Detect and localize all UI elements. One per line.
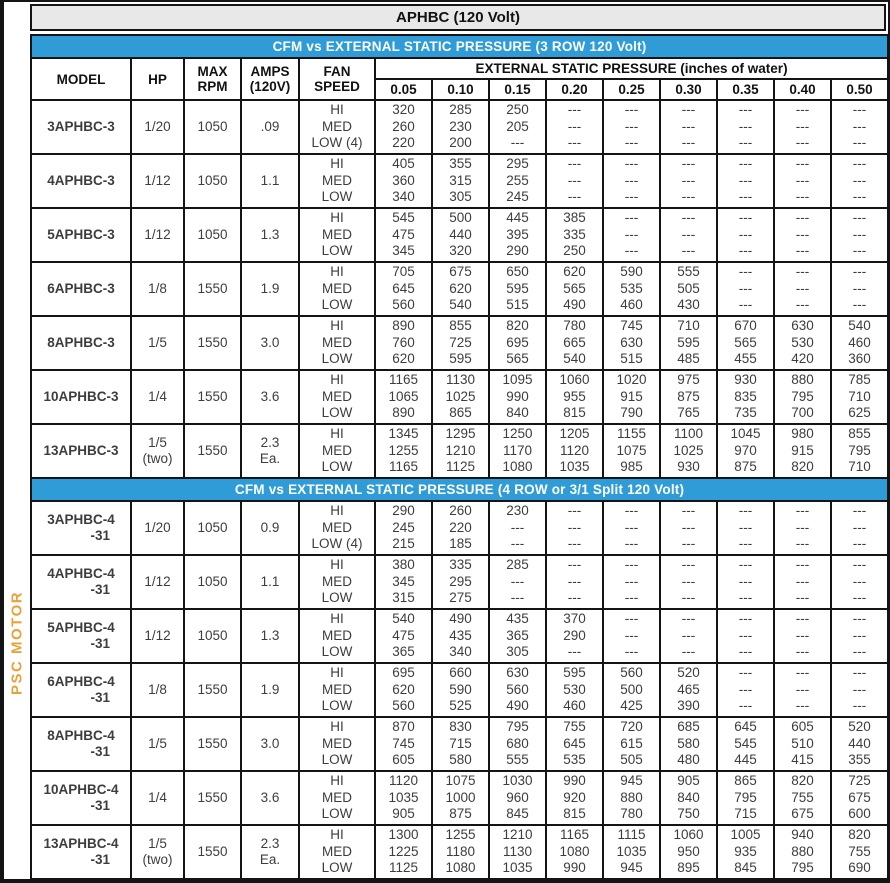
cfm-value-cell: 540 460 360 bbox=[831, 316, 888, 370]
cfm-value-cell: 940 880 795 bbox=[774, 825, 831, 879]
cfm-value-cell: 945 880 780 bbox=[603, 771, 660, 825]
cfm-value-cell: --- --- --- bbox=[717, 208, 774, 262]
model-cell: 10APHBC-3 bbox=[31, 370, 131, 424]
cfm-value-cell: 830 715 580 bbox=[432, 717, 489, 771]
cfm-value-cell: 1060 955 815 bbox=[546, 370, 603, 424]
hp-cell: 1/20 bbox=[131, 501, 184, 555]
max-rpm-cell: 1050 bbox=[184, 100, 241, 154]
cfm-value-cell: 520 440 355 bbox=[831, 717, 888, 771]
column-header-row bbox=[31, 58, 888, 79]
cfm-value-cell: --- --- --- bbox=[774, 501, 831, 555]
pressure-header: 0.20 bbox=[546, 79, 603, 100]
cfm-value-cell: 630 530 420 bbox=[774, 316, 831, 370]
cfm-value-cell: 855 795 710 bbox=[831, 424, 888, 478]
model-row bbox=[31, 100, 888, 154]
cfm-value-cell: 1295 1210 1125 bbox=[432, 424, 489, 478]
cfm-value-cell: 540 475 365 bbox=[375, 609, 432, 663]
cfm-value-cell: --- --- --- bbox=[546, 154, 603, 208]
cfm-value-cell: 555 505 430 bbox=[660, 262, 717, 316]
amps-cell: 3.0 bbox=[241, 316, 299, 370]
cfm-value-cell: --- --- --- bbox=[774, 100, 831, 154]
model-cell: 4APHBC-4 -31 bbox=[31, 555, 131, 609]
fan-speed-cell: HI MED LOW bbox=[299, 424, 375, 478]
pressure-header: 0.35 bbox=[717, 79, 774, 100]
cfm-value-cell: 335 295 275 bbox=[432, 555, 489, 609]
cfm-value-cell: 1075 1000 875 bbox=[432, 771, 489, 825]
cfm-value-cell: 905 840 750 bbox=[660, 771, 717, 825]
cfm-value-cell: 820 695 565 bbox=[489, 316, 546, 370]
fan-speed-cell: HI MED LOW bbox=[299, 370, 375, 424]
fan-speed-cell: HI MED LOW (4) bbox=[299, 100, 375, 154]
amps-cell: 1.3 bbox=[241, 609, 299, 663]
pressure-header: 0.40 bbox=[774, 79, 831, 100]
model-row bbox=[31, 316, 888, 370]
max-rpm-cell: 1550 bbox=[184, 316, 241, 370]
model-cell: 5APHBC-4 -31 bbox=[31, 609, 131, 663]
cfm-value-cell: 1155 1075 985 bbox=[603, 424, 660, 478]
cfm-value-cell: 975 875 765 bbox=[660, 370, 717, 424]
cfm-value-cell: 1255 1180 1080 bbox=[432, 825, 489, 879]
cfm-value-cell: 1095 990 840 bbox=[489, 370, 546, 424]
fan-speed-cell: HI MED LOW (4) bbox=[299, 501, 375, 555]
max-rpm-cell: 1550 bbox=[184, 825, 241, 879]
model-cell: 3APHBC-3 bbox=[31, 100, 131, 154]
hp-cell: 1/12 bbox=[131, 609, 184, 663]
cfm-value-cell: 745 630 515 bbox=[603, 316, 660, 370]
model-row bbox=[31, 663, 888, 717]
model-row bbox=[31, 501, 888, 555]
cfm-value-cell: 290 245 215 bbox=[375, 501, 432, 555]
hp-cell: 1/5 bbox=[131, 316, 184, 370]
model-cell: 4APHBC-3 bbox=[31, 154, 131, 208]
cfm-value-cell: 865 795 715 bbox=[717, 771, 774, 825]
cfm-value-cell: 620 565 490 bbox=[546, 262, 603, 316]
model-row bbox=[31, 370, 888, 424]
cfm-value-cell: 605 510 415 bbox=[774, 717, 831, 771]
cfm-value-cell: 870 745 605 bbox=[375, 717, 432, 771]
cfm-value-cell: 630 560 490 bbox=[489, 663, 546, 717]
model-row bbox=[31, 555, 888, 609]
cfm-value-cell: 820 755 690 bbox=[831, 825, 888, 879]
column-header-model: MODEL bbox=[31, 58, 131, 100]
cfm-value-cell: --- --- --- bbox=[660, 501, 717, 555]
cfm-value-cell: 320 260 220 bbox=[375, 100, 432, 154]
amps-cell: .09 bbox=[241, 100, 299, 154]
cfm-value-cell: --- --- --- bbox=[774, 663, 831, 717]
cfm-value-cell: --- --- --- bbox=[831, 609, 888, 663]
cfm-value-cell: 785 710 625 bbox=[831, 370, 888, 424]
fan-speed-cell: HI MED LOW bbox=[299, 609, 375, 663]
fan-speed-cell: HI MED LOW bbox=[299, 316, 375, 370]
column-header-esp-group: EXTERNAL STATIC PRESSURE (inches of water) bbox=[375, 58, 888, 79]
cfm-value-cell: --- --- --- bbox=[603, 501, 660, 555]
cfm-value-cell: 1210 1130 1035 bbox=[489, 825, 546, 879]
cfm-value-cell: 755 645 535 bbox=[546, 717, 603, 771]
cfm-value-cell: 1115 1035 945 bbox=[603, 825, 660, 879]
hp-cell: 1/8 bbox=[131, 262, 184, 316]
cfm-value-cell: --- --- --- bbox=[546, 555, 603, 609]
section-header-row bbox=[31, 35, 888, 58]
max-rpm-cell: 1050 bbox=[184, 154, 241, 208]
cfm-value-cell: 405 360 340 bbox=[375, 154, 432, 208]
cfm-value-cell: 285 --- --- bbox=[489, 555, 546, 609]
cfm-value-cell: --- --- --- bbox=[603, 609, 660, 663]
cfm-value-cell: 675 620 540 bbox=[432, 262, 489, 316]
cfm-value-cell: --- --- --- bbox=[774, 609, 831, 663]
max-rpm-cell: 1550 bbox=[184, 262, 241, 316]
cfm-value-cell: 1100 1025 930 bbox=[660, 424, 717, 478]
cfm-value-cell: 520 465 390 bbox=[660, 663, 717, 717]
cfm-value-cell: --- --- --- bbox=[717, 100, 774, 154]
model-cell: 3APHBC-4 -31 bbox=[31, 501, 131, 555]
cfm-value-cell: 1250 1170 1080 bbox=[489, 424, 546, 478]
cfm-value-cell: --- --- --- bbox=[831, 555, 888, 609]
cfm-value-cell: --- --- --- bbox=[603, 208, 660, 262]
cfm-value-cell: 990 920 815 bbox=[546, 771, 603, 825]
cfm-value-cell: 795 680 555 bbox=[489, 717, 546, 771]
fan-speed-cell: HI MED LOW bbox=[299, 663, 375, 717]
cfm-value-cell: 435 365 305 bbox=[489, 609, 546, 663]
cfm-value-cell: --- --- --- bbox=[774, 208, 831, 262]
cfm-value-cell: 595 530 460 bbox=[546, 663, 603, 717]
model-row bbox=[31, 262, 888, 316]
amps-cell: 1.9 bbox=[241, 663, 299, 717]
cfm-value-cell: --- --- --- bbox=[831, 663, 888, 717]
cfm-value-cell: --- --- --- bbox=[546, 100, 603, 154]
cfm-value-cell: 645 545 445 bbox=[717, 717, 774, 771]
cfm-value-cell: 1030 960 845 bbox=[489, 771, 546, 825]
cfm-value-cell: 890 760 620 bbox=[375, 316, 432, 370]
column-header-max-rpm: MAX RPM bbox=[184, 58, 241, 100]
hp-cell: 1/5 (two) bbox=[131, 825, 184, 879]
cfm-value-cell: 930 835 735 bbox=[717, 370, 774, 424]
max-rpm-cell: 1550 bbox=[184, 424, 241, 478]
hp-cell: 1/12 bbox=[131, 208, 184, 262]
cfm-value-cell: --- --- --- bbox=[717, 663, 774, 717]
fan-speed-cell: HI MED LOW bbox=[299, 717, 375, 771]
cfm-value-cell: 980 915 820 bbox=[774, 424, 831, 478]
column-header-amps: AMPS (120V) bbox=[241, 58, 299, 100]
model-cell: 8APHBC-4 -31 bbox=[31, 717, 131, 771]
fan-speed-cell: HI MED LOW bbox=[299, 208, 375, 262]
cfm-value-cell: 250 205 --- bbox=[489, 100, 546, 154]
model-row bbox=[31, 609, 888, 663]
cfm-value-cell: --- --- --- bbox=[831, 262, 888, 316]
cfm-value-cell: --- --- --- bbox=[660, 100, 717, 154]
cfm-value-cell: --- --- --- bbox=[660, 555, 717, 609]
cfm-value-cell: 725 675 600 bbox=[831, 771, 888, 825]
psc-motor-label: PSC MOTOR bbox=[8, 590, 26, 695]
spec-sheet bbox=[30, 4, 886, 880]
cfm-value-cell: 695 620 560 bbox=[375, 663, 432, 717]
max-rpm-cell: 1550 bbox=[184, 771, 241, 825]
section-1-body bbox=[31, 100, 888, 478]
pressure-header: 0.50 bbox=[831, 79, 888, 100]
cfm-value-cell: 1165 1080 990 bbox=[546, 825, 603, 879]
cfm-value-cell: 560 500 425 bbox=[603, 663, 660, 717]
hp-cell: 1/4 bbox=[131, 771, 184, 825]
hp-cell: 1/5 bbox=[131, 717, 184, 771]
cfm-value-cell: --- --- --- bbox=[603, 555, 660, 609]
fan-speed-cell: HI MED LOW bbox=[299, 154, 375, 208]
cfm-value-cell: --- --- --- bbox=[660, 208, 717, 262]
hp-cell: 1/8 bbox=[131, 663, 184, 717]
amps-cell: 1.1 bbox=[241, 154, 299, 208]
model-cell: 13APHBC-4 -31 bbox=[31, 825, 131, 879]
model-cell: 6APHBC-3 bbox=[31, 262, 131, 316]
amps-cell: 0.9 bbox=[241, 501, 299, 555]
cfm-value-cell: --- --- --- bbox=[717, 501, 774, 555]
fan-speed-cell: HI MED LOW bbox=[299, 825, 375, 879]
fan-speed-cell: HI MED LOW bbox=[299, 771, 375, 825]
model-cell: 5APHBC-3 bbox=[31, 208, 131, 262]
cfm-value-cell: --- --- --- bbox=[774, 154, 831, 208]
cfm-value-cell: 855 725 595 bbox=[432, 316, 489, 370]
section-header-row bbox=[31, 478, 888, 501]
hp-cell: 1/12 bbox=[131, 154, 184, 208]
model-row bbox=[31, 825, 888, 879]
cfm-value-cell: 1130 1025 865 bbox=[432, 370, 489, 424]
amps-cell: 3.6 bbox=[241, 370, 299, 424]
cfm-value-cell: 1345 1255 1165 bbox=[375, 424, 432, 478]
model-row bbox=[31, 771, 888, 825]
model-cell: 6APHBC-4 -31 bbox=[31, 663, 131, 717]
pressure-header: 0.15 bbox=[489, 79, 546, 100]
cfm-value-cell: --- --- --- bbox=[546, 501, 603, 555]
amps-cell: 1.3 bbox=[241, 208, 299, 262]
cfm-value-cell: 355 315 305 bbox=[432, 154, 489, 208]
section-2-header: CFM vs EXTERNAL STATIC PRESSURE (4 ROW or 3/1 Split 120 Volt) bbox=[31, 478, 888, 501]
cfm-value-cell: 230 --- --- bbox=[489, 501, 546, 555]
max-rpm-cell: 1050 bbox=[184, 555, 241, 609]
cfm-value-cell: 650 595 515 bbox=[489, 262, 546, 316]
max-rpm-cell: 1550 bbox=[184, 717, 241, 771]
model-row bbox=[31, 717, 888, 771]
cfm-value-cell: 1300 1225 1125 bbox=[375, 825, 432, 879]
cfm-value-cell: 545 475 345 bbox=[375, 208, 432, 262]
cfm-value-cell: 670 565 455 bbox=[717, 316, 774, 370]
cfm-value-cell: --- --- --- bbox=[717, 609, 774, 663]
cfm-value-cell: --- --- --- bbox=[831, 154, 888, 208]
pressure-header: 0.05 bbox=[375, 79, 432, 100]
hp-cell: 1/4 bbox=[131, 370, 184, 424]
model-row bbox=[31, 424, 888, 478]
cfm-value-cell: 880 795 700 bbox=[774, 370, 831, 424]
fan-speed-cell: HI MED LOW bbox=[299, 555, 375, 609]
fan-speed-cell: HI MED LOW bbox=[299, 262, 375, 316]
max-rpm-cell: 1050 bbox=[184, 208, 241, 262]
column-header-hp: HP bbox=[131, 58, 184, 100]
cfm-value-cell: 1045 970 875 bbox=[717, 424, 774, 478]
cfm-value-cell: --- --- --- bbox=[603, 100, 660, 154]
amps-cell: 1.1 bbox=[241, 555, 299, 609]
cfm-value-cell: 685 580 480 bbox=[660, 717, 717, 771]
cfm-value-cell: 385 335 250 bbox=[546, 208, 603, 262]
cfm-value-cell: 1165 1065 890 bbox=[375, 370, 432, 424]
table-title: APHBC (120 Volt) bbox=[30, 4, 886, 31]
cfm-value-cell: 705 645 560 bbox=[375, 262, 432, 316]
max-rpm-cell: 1050 bbox=[184, 501, 241, 555]
hp-cell: 1/5 (two) bbox=[131, 424, 184, 478]
cfm-value-cell: 720 615 505 bbox=[603, 717, 660, 771]
cfm-value-cell: 1120 1035 905 bbox=[375, 771, 432, 825]
cfm-value-cell: --- --- --- bbox=[660, 154, 717, 208]
cfm-value-cell: 1005 935 845 bbox=[717, 825, 774, 879]
model-row bbox=[31, 154, 888, 208]
cfm-value-cell: 710 595 485 bbox=[660, 316, 717, 370]
cfm-value-cell: --- --- --- bbox=[831, 100, 888, 154]
cfm-table bbox=[30, 34, 889, 880]
cfm-value-cell: 1060 950 895 bbox=[660, 825, 717, 879]
max-rpm-cell: 1550 bbox=[184, 663, 241, 717]
cfm-value-cell: --- --- --- bbox=[717, 262, 774, 316]
section-1-header: CFM vs EXTERNAL STATIC PRESSURE (3 ROW 120 Volt) bbox=[31, 35, 888, 58]
column-header-fan-speed: FAN SPEED bbox=[299, 58, 375, 100]
max-rpm-cell: 1050 bbox=[184, 609, 241, 663]
cfm-value-cell: 500 440 320 bbox=[432, 208, 489, 262]
pressure-header: 0.30 bbox=[660, 79, 717, 100]
cfm-value-cell: --- --- --- bbox=[717, 555, 774, 609]
section-2-body bbox=[31, 501, 888, 879]
cfm-value-cell: 260 220 185 bbox=[432, 501, 489, 555]
model-cell: 8APHBC-3 bbox=[31, 316, 131, 370]
cfm-value-cell: 370 290 --- bbox=[546, 609, 603, 663]
cfm-value-cell: 295 255 245 bbox=[489, 154, 546, 208]
cfm-value-cell: --- --- --- bbox=[831, 501, 888, 555]
cfm-value-cell: 445 395 290 bbox=[489, 208, 546, 262]
max-rpm-cell: 1550 bbox=[184, 370, 241, 424]
cfm-value-cell: --- --- --- bbox=[660, 609, 717, 663]
cfm-value-cell: 1020 915 790 bbox=[603, 370, 660, 424]
amps-cell: 3.0 bbox=[241, 717, 299, 771]
pressure-header: 0.25 bbox=[603, 79, 660, 100]
cfm-value-cell: 660 590 525 bbox=[432, 663, 489, 717]
model-cell: 10APHBC-4 -31 bbox=[31, 771, 131, 825]
hp-cell: 1/20 bbox=[131, 100, 184, 154]
model-cell: 13APHBC-3 bbox=[31, 424, 131, 478]
model-row bbox=[31, 208, 888, 262]
cfm-value-cell: --- --- --- bbox=[717, 154, 774, 208]
cfm-value-cell: --- --- --- bbox=[603, 154, 660, 208]
amps-cell: 1.9 bbox=[241, 262, 299, 316]
cfm-value-cell: 1205 1120 1035 bbox=[546, 424, 603, 478]
cfm-value-cell: --- --- --- bbox=[831, 208, 888, 262]
cfm-value-cell: --- --- --- bbox=[774, 555, 831, 609]
cfm-value-cell: 780 665 540 bbox=[546, 316, 603, 370]
cfm-value-cell: 285 230 200 bbox=[432, 100, 489, 154]
cfm-value-cell: 820 755 675 bbox=[774, 771, 831, 825]
cfm-value-cell: 590 535 460 bbox=[603, 262, 660, 316]
amps-cell: 3.6 bbox=[241, 771, 299, 825]
pressure-header: 0.10 bbox=[432, 79, 489, 100]
amps-cell: 2.3 Ea. bbox=[241, 825, 299, 879]
cfm-value-cell: 380 345 315 bbox=[375, 555, 432, 609]
hp-cell: 1/12 bbox=[131, 555, 184, 609]
amps-cell: 2.3 Ea. bbox=[241, 424, 299, 478]
cfm-value-cell: --- --- --- bbox=[774, 262, 831, 316]
cfm-value-cell: 490 435 340 bbox=[432, 609, 489, 663]
